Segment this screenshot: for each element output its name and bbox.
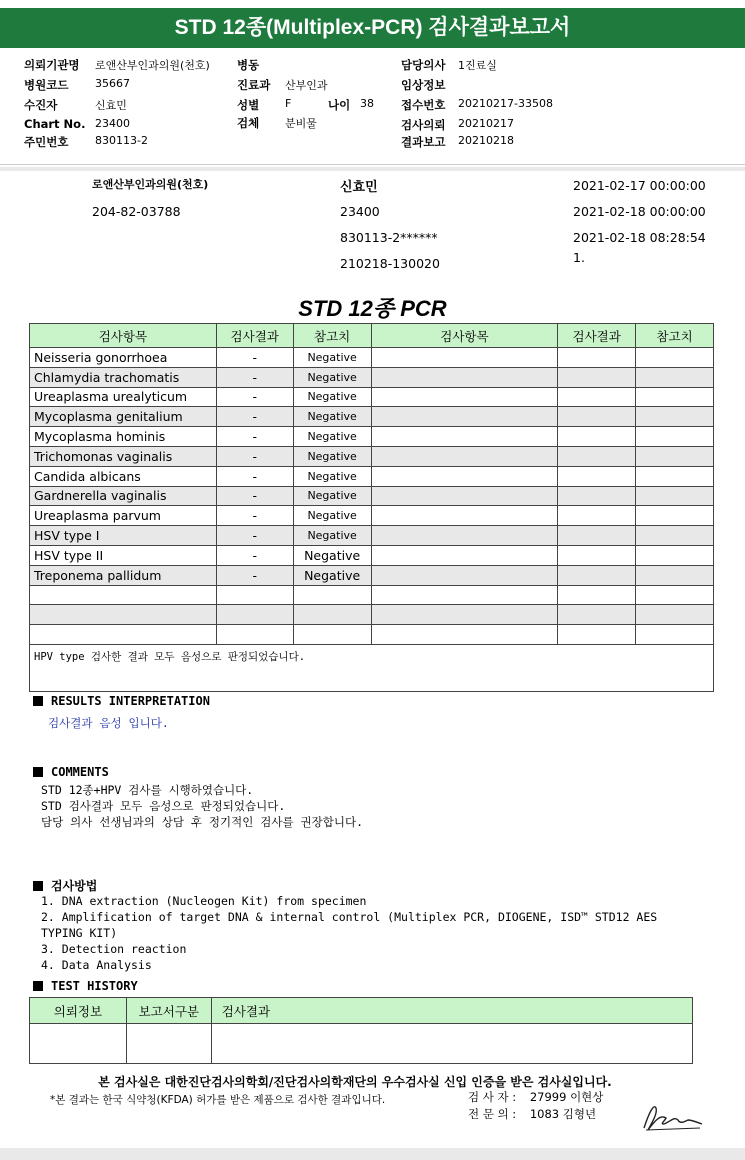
history-header-row <box>30 998 693 1024</box>
empty-row <box>30 585 714 605</box>
signature-icon <box>640 1100 704 1134</box>
age-label: 나이 <box>328 98 351 112</box>
header-result: 검사결과 <box>216 324 293 348</box>
test-ref: Negative <box>293 407 371 427</box>
table-row <box>30 486 714 506</box>
history-row <box>30 1024 693 1064</box>
institution-value: 로앤산부인과의원(천호) <box>95 59 210 72</box>
sex-label: 성별 <box>237 98 260 112</box>
test-item: Ureaplasma urealyticum <box>30 387 217 407</box>
request-date-label: 검사의뢰 <box>401 118 446 132</box>
header-ref-2: 참고치 <box>636 324 714 348</box>
comment-line: STD 12종+HPV 검사를 시행하였습니다. <box>41 783 254 797</box>
table-row <box>30 446 714 466</box>
hospital-code-label: 병원코드 <box>24 78 69 92</box>
test-result: - <box>216 565 293 585</box>
method-line: 1. DNA extraction (Nucleogen Kit) from specimen <box>41 894 367 908</box>
comment-line: STD 검사결과 모두 음성으로 판정되었습니다. <box>41 799 286 813</box>
bottom-band <box>0 1148 745 1160</box>
report-date-label: 결과보고 <box>401 135 446 149</box>
header-item: 검사항목 <box>30 324 217 348</box>
chart-label: Chart No. <box>24 117 86 131</box>
id-resident: 830113-2****** <box>340 230 438 245</box>
test-result: - <box>216 526 293 546</box>
table-row <box>30 367 714 387</box>
test-ref: Negative <box>293 506 371 526</box>
test-result: - <box>216 427 293 447</box>
resident-value: 830113-2 <box>95 134 148 147</box>
id-sample: 210218-130020 <box>340 256 440 271</box>
results-header-row <box>30 324 714 348</box>
test-item: Candida albicans <box>30 466 217 486</box>
age-value: 38 <box>360 97 374 110</box>
id-business-no: 204-82-03788 <box>92 204 181 219</box>
patient-value: 신효민 <box>95 99 127 112</box>
table-row <box>30 545 714 565</box>
square-bullet-icon <box>33 881 43 891</box>
patient-info-panel <box>0 52 745 164</box>
method-line: 4. Data Analysis <box>41 958 152 972</box>
method-line: 2. Amplification of target DNA & internal control (Multiplex PCR, DIOGENE, ISD™ STD12 AES <box>41 910 658 924</box>
hospital-code-value: 35667 <box>95 77 130 90</box>
id-time-3: 2021-02-18 08:28:54 <box>573 230 706 245</box>
comment-line: 담당 의사 선생님과의 상담 후 정기적인 검사를 권장합니다. <box>41 815 364 829</box>
certification-text: 본 검사실은 대한진단검사의학회/진단검사의학재단의 우수검사실 신입 인증을 받은 검사실입니다. <box>98 1075 612 1089</box>
test-ref: Negative <box>293 446 371 466</box>
method-line: 3. Detection reaction <box>41 942 187 956</box>
test-ref: Negative <box>293 367 371 387</box>
test-item: Ureaplasma parvum <box>30 506 217 526</box>
test-result: - <box>216 446 293 466</box>
square-bullet-icon <box>33 767 43 777</box>
resident-label: 주민번호 <box>24 135 69 149</box>
test-ref: Negative <box>293 348 371 368</box>
table-row <box>30 407 714 427</box>
test-ref: Negative <box>293 466 371 486</box>
test-result: - <box>216 506 293 526</box>
doctor-label: 담당의사 <box>401 58 446 72</box>
interpretation-heading: RESULTS INTERPRETATION <box>33 694 210 708</box>
test-item: HSV type I <box>30 526 217 546</box>
note-row <box>30 644 714 691</box>
id-institution: 로앤산부인과의원(천호) <box>92 178 209 191</box>
test-item: Chlamydia trachomatis <box>30 367 217 387</box>
square-bullet-icon <box>33 696 43 706</box>
test-result: - <box>216 387 293 407</box>
specialist-label: 전 문 의 : <box>468 1107 517 1121</box>
clinical-label: 임상정보 <box>401 78 446 92</box>
specimen-label: 검체 <box>237 116 260 130</box>
report-date-value: 20210218 <box>458 134 514 147</box>
pcr-title: STD 12종 PCR <box>298 296 447 321</box>
tester-line <box>468 1089 603 1105</box>
institution-label: 의뢰기관명 <box>24 58 80 72</box>
info-separator <box>0 164 745 165</box>
test-ref: Negative <box>293 387 371 407</box>
history-header-request: 의뢰정보 <box>30 998 127 1024</box>
table-row <box>30 526 714 546</box>
method-heading: 검사방법 <box>33 877 97 894</box>
test-result: - <box>216 466 293 486</box>
table-row <box>30 506 714 526</box>
test-item: Neisseria gonorrhoea <box>30 348 217 368</box>
interpretation-text: 검사결과 음성 입니다. <box>48 716 169 730</box>
history-table <box>29 997 693 1064</box>
test-ref: Negative <box>293 565 371 585</box>
id-chart: 23400 <box>340 204 380 219</box>
table-row <box>30 565 714 585</box>
test-ref: Negative <box>293 427 371 447</box>
header-result-2: 검사결과 <box>558 324 636 348</box>
empty-row <box>30 605 714 625</box>
history-header-report-type: 보고서구분 <box>126 998 211 1024</box>
test-result: - <box>216 367 293 387</box>
method-line: TYPING KIT) <box>41 926 118 940</box>
info-band <box>0 167 745 171</box>
results-table <box>29 323 714 692</box>
tester-value: 27999 이현상 <box>529 1090 604 1104</box>
square-bullet-icon <box>33 981 43 991</box>
header-item-2: 검사항목 <box>371 324 558 348</box>
table-row <box>30 466 714 486</box>
department-value: 산부인과 <box>285 79 328 92</box>
header-ref: 참고치 <box>293 324 371 348</box>
id-time-2: 2021-02-18 00:00:00 <box>573 204 706 219</box>
test-item: Mycoplasma hominis <box>30 427 217 447</box>
test-item: Treponema pallidum <box>30 565 217 585</box>
test-ref: Negative <box>293 526 371 546</box>
doctor-value: 1진료실 <box>458 59 497 72</box>
test-result: - <box>216 486 293 506</box>
history-heading: TEST HISTORY <box>33 979 138 993</box>
test-item: Mycoplasma genitalium <box>30 407 217 427</box>
table-row <box>30 348 714 368</box>
tester-label: 검 사 자 : <box>468 1090 517 1104</box>
test-ref: Negative <box>293 545 371 565</box>
test-item: Trichomonas vaginalis <box>30 446 217 466</box>
specialist-line <box>468 1106 596 1122</box>
test-result: - <box>216 545 293 565</box>
request-date-value: 20210217 <box>458 117 514 130</box>
specialist-value: 1083 김형년 <box>529 1107 597 1121</box>
receipt-label: 접수번호 <box>401 98 446 112</box>
sex-value: F <box>285 97 292 110</box>
receipt-value: 20210217-33508 <box>458 97 553 110</box>
comments-heading: COMMENTS <box>33 765 109 779</box>
report-title: STD 12종(Multiplex-PCR) 검사결과보고서 <box>0 8 745 48</box>
empty-row <box>30 625 714 645</box>
chart-value: 23400 <box>95 117 130 130</box>
id-patient: 신효민 <box>340 180 378 195</box>
department-label: 진료과 <box>237 78 271 92</box>
history-header-result: 검사결과 <box>211 998 692 1024</box>
id-page: 1. <box>573 250 585 265</box>
test-ref: Negative <box>293 486 371 506</box>
ward-label: 병동 <box>237 58 260 72</box>
test-result: - <box>216 407 293 427</box>
test-item: Gardnerella vaginalis <box>30 486 217 506</box>
table-row <box>30 387 714 407</box>
results-note: HPV type 검사한 결과 모두 음성으로 판정되었습니다. <box>30 644 714 691</box>
table-row <box>30 427 714 447</box>
test-item: HSV type II <box>30 545 217 565</box>
patient-label: 수진자 <box>24 98 58 112</box>
kfda-notice: *본 결과는 한국 식약청(KFDA) 허가를 받은 제품으로 검사한 결과입니다. <box>50 1094 386 1106</box>
specimen-value: 분비물 <box>285 117 317 130</box>
id-time-1: 2021-02-17 00:00:00 <box>573 178 706 193</box>
test-result: - <box>216 348 293 368</box>
